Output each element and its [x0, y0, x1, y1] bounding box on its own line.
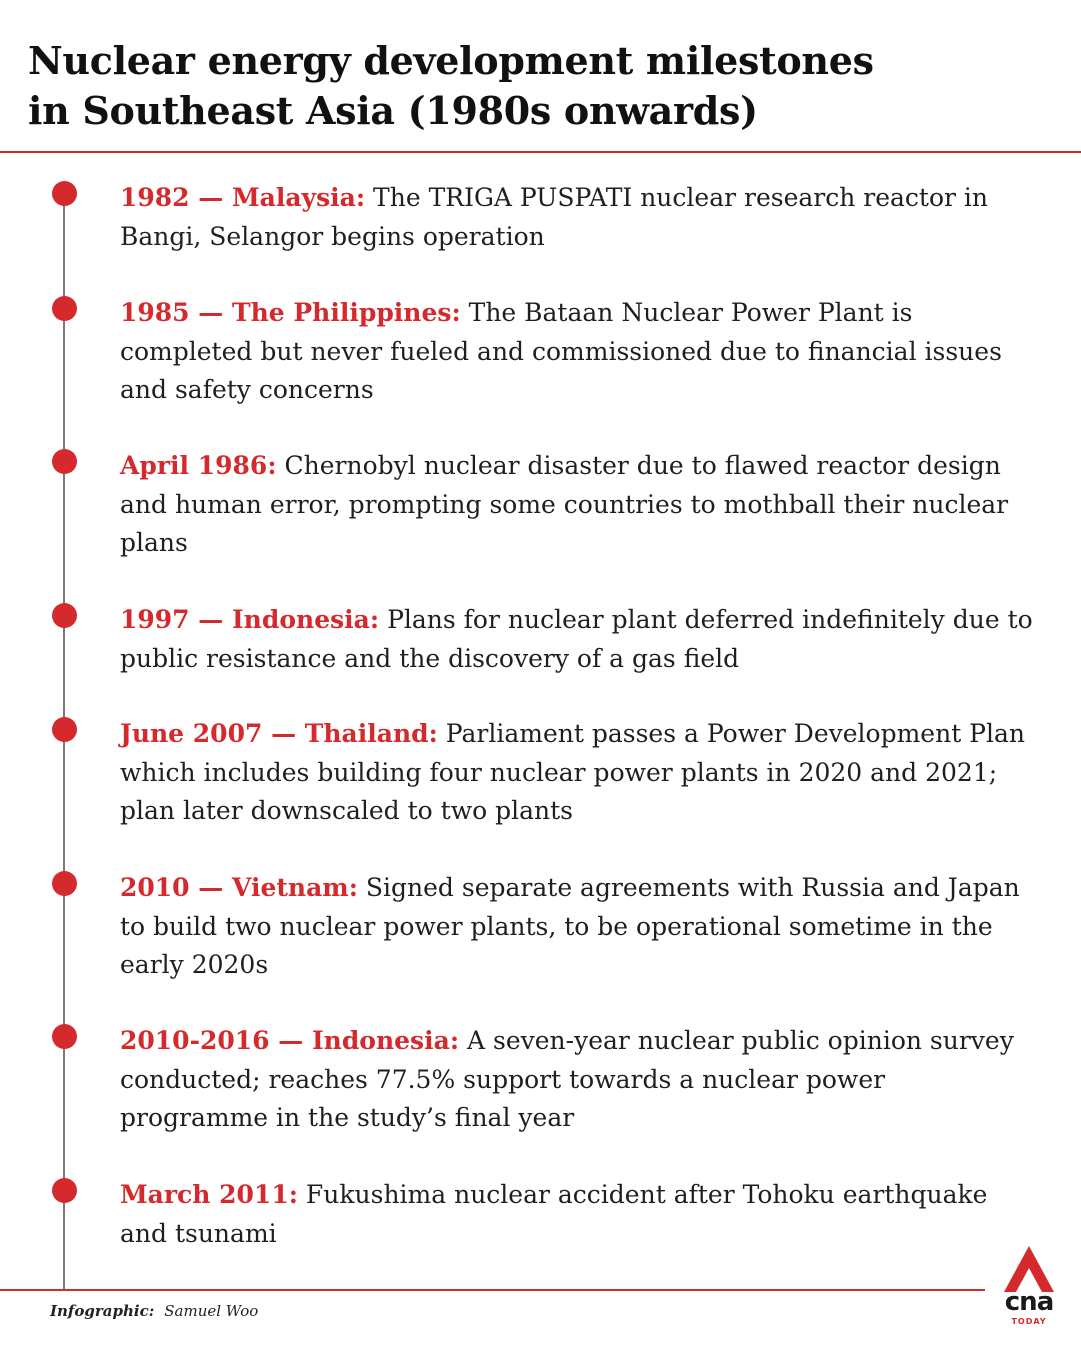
timeline-dot	[52, 449, 77, 474]
event-label: 1997 — Indonesia:	[120, 605, 380, 634]
credit-author: Samuel Woo	[164, 1302, 259, 1320]
event-text: Parliament passes a Power Development Plan which includes building four nuclear power plants in 2020 and 2021; plan later downscaled to two plants	[120, 719, 1026, 825]
event-description	[120, 715, 1040, 831]
title-line-1: Nuclear energy development milestones	[28, 38, 874, 83]
event-text: Signed separate agreements with Russia and Japan to build two nuclear power plants, to be operational sometime in the early 2020s	[120, 873, 1020, 979]
event-description	[120, 601, 1040, 678]
cna-logo-icon	[1004, 1246, 1054, 1292]
event-text: A seven-year nuclear public opinion survey conducted; reaches 77.5% support towards a nuclear power programme in the study’s final year	[120, 1026, 1014, 1132]
page-title	[28, 36, 1058, 136]
event-label: April 1986:	[120, 451, 277, 480]
infographic-credit	[50, 1302, 258, 1320]
event-text: The TRIGA PUSPATI nuclear research reactor in Bangi, Selangor begins operation	[120, 183, 989, 251]
logo-wordmark: cna	[1004, 1287, 1054, 1317]
event-text: Fukushima nuclear accident after Tohoku earthquake and tsunami	[120, 1180, 988, 1248]
event-label: March 2011:	[120, 1180, 298, 1209]
event-description	[120, 1176, 1040, 1253]
credit-label: Infographic:	[50, 1302, 155, 1320]
timeline-dot	[52, 871, 77, 896]
event-text: The Bataan Nuclear Power Plant is completed but never fueled and commissioned due to financial issues and safety concerns	[120, 298, 1002, 404]
timeline-dot	[52, 181, 77, 206]
event-description	[120, 447, 1040, 563]
event-description	[120, 179, 1040, 256]
event-label: 2010-2016 — Indonesia:	[120, 1026, 460, 1055]
timeline-dot	[52, 717, 77, 742]
footer-divider	[0, 1289, 985, 1291]
event-label: 1985 — The Philippines:	[120, 298, 461, 327]
title-divider	[0, 151, 1081, 153]
event-text: Chernobyl nuclear disaster due to flawed reactor design and human error, prompting some countries to mothball their nuclear plans	[120, 451, 1009, 557]
timeline-dot	[52, 296, 77, 321]
title-line-2: in Southeast Asia (1980s onwards)	[28, 88, 758, 133]
event-text: Plans for nuclear plant deferred indefinitely due to public resistance and the discovery of a gas field	[120, 605, 1033, 673]
timeline-line	[63, 198, 65, 1290]
event-description	[120, 294, 1040, 410]
event-label: June 2007 — Thailand:	[120, 719, 438, 748]
event-description	[120, 869, 1040, 985]
timeline-dot	[52, 1178, 77, 1203]
event-label: 1982 — Malaysia:	[120, 183, 366, 212]
event-description	[120, 1022, 1040, 1138]
event-label: 2010 — Vietnam:	[120, 873, 358, 902]
timeline-dot	[52, 603, 77, 628]
logo-subtitle: TODAY	[1011, 1317, 1047, 1326]
cna-today-logo	[994, 1246, 1064, 1328]
timeline-dot	[52, 1024, 77, 1049]
